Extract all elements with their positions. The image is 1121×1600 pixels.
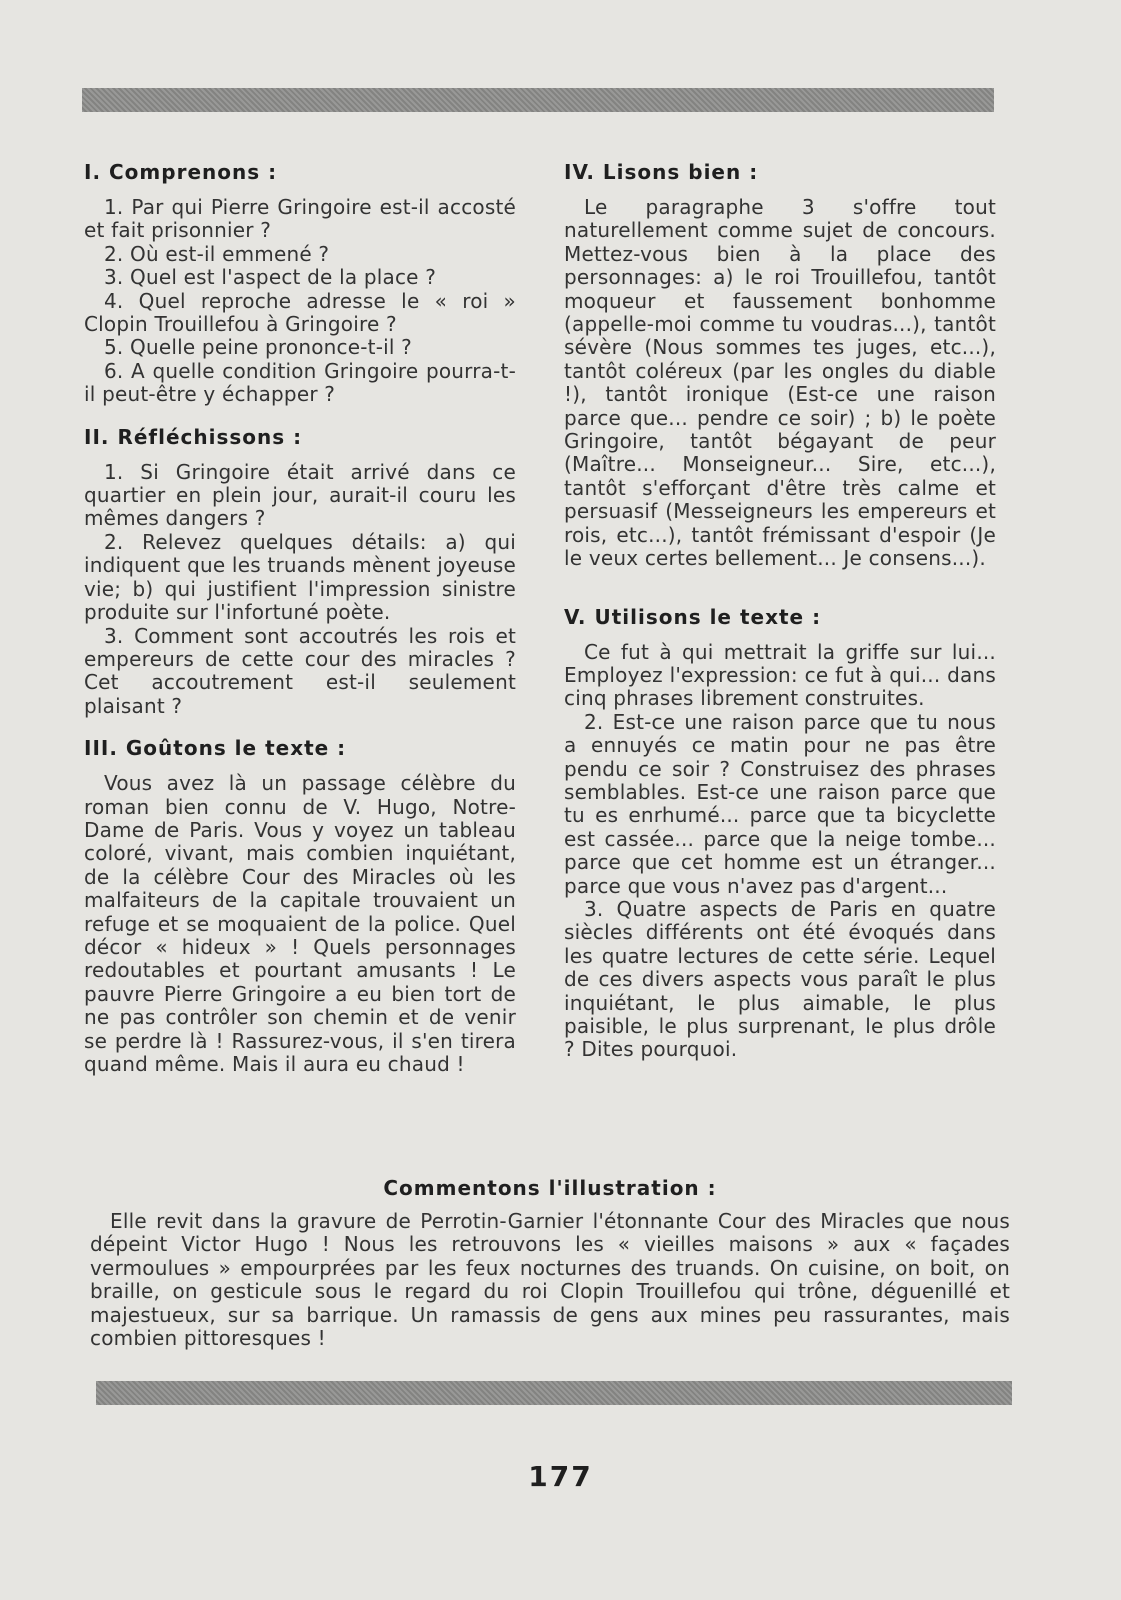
left-column xyxy=(84,156,516,1076)
paragraph: Elle revit dans la gravure de Perrotin-Garnier l'étonnante Cour des Miracles que nous dépeint Victor Hugo ! Nous les retrouvons les « vieilles maisons » aux « façades vermoulues » empourprées par les feux nocturnes des truands. On cuisine, on boit, on braille, on gesticule sous le regard du roi Clopin Trouillefou qui trône, déguenillé et majestueux, sur sa barrique. Un ramassis de gens aux mines peu rassurantes, mais combien pittoresques ! xyxy=(90,1209,1010,1351)
question: 1. Si Gringoire était arrivé dans ce quartier en plein jour, aurait-il couru les mêmes dangers ? xyxy=(84,459,516,531)
section-title: III. Goûtons le texte : xyxy=(84,736,347,761)
question: 6. A quelle condition Gringoire pourra-t-il peut-être y échapper ? xyxy=(84,358,516,407)
commentons-section xyxy=(90,1176,1010,1350)
section-title: I. Comprenons : xyxy=(84,160,278,184)
section-title: IV. Lisons bien : xyxy=(564,160,759,184)
question: 2. Où est-il emmené ? xyxy=(104,241,330,266)
right-column xyxy=(564,156,996,1062)
question: 2. Relevez quelques détails: a) qui indiquent que les truands mènent joyeuse vie; b) qui justifient l'impression sinistre produite sur l'infortuné poète. xyxy=(84,529,516,625)
question: 1. Par qui Pierre Gringoire est-il accosté et fait prisonnier ? xyxy=(84,195,516,243)
section-comprenons xyxy=(84,160,516,407)
paragraph: 3. Quatre aspects de Paris en quatre siècles différents ont été évoqués dans les quatre lectures de cette série. Lequel de ces divers aspects vous paraît le plus inquiétant, le plus aimable, le plus paisible, le plus surprenant, le plus drôle ? Dites pourquoi. xyxy=(564,896,996,1062)
section-title: II. Réfléchissons : xyxy=(84,424,303,449)
section-reflechissons xyxy=(84,425,516,718)
paragraph: Ce fut à qui mettrait la griffe sur lui... Employez l'expression: ce fut à qui... dans cinq phrases librement construites. xyxy=(564,639,996,711)
top-decorative-band xyxy=(82,88,994,112)
question: 4. Quel reproche adresse le « roi » Clopin Trouillefou à Gringoire ? xyxy=(84,288,516,337)
bottom-decorative-band xyxy=(96,1381,1012,1405)
question: 5. Quelle peine prononce-t-il ? xyxy=(104,335,412,360)
section-goutons xyxy=(84,736,516,1076)
section-title: V. Utilisons le texte : xyxy=(564,604,822,629)
paragraph: Le paragraphe 3 s'offre tout naturellement comme sujet de concours. Mettez-vous bien à la place des personnages: a) le roi Trouillefou, tantôt moqueur et faussement bonhomme (appelle-moi comme tu voudras...), tantôt sévère (Nous sommes tes juges, etc...), tantôt coléreux (par les ongles du diable !), tantôt ironique (Est-ce une raison parce que... pendre ce soir) ; b) le poète Gringoire, tantôt bégayant de peur (Maître... Monseigneur... Sire, etc...), tantôt s'efforçant d'être très calme et persuasif (Messeigneurs les empereurs et rois, etc...), tantôt frémissant d'espoir (Je le veux certes bellement... Je consens...). xyxy=(564,195,996,571)
page-number: 177 xyxy=(528,1460,593,1493)
section-utilisons xyxy=(564,605,996,1062)
section-lisons xyxy=(564,160,996,571)
paragraph: Vous avez là un passage célèbre du roman bien connu de V. Hugo, Notre-Dame de Paris. Vous y voyez un tableau coloré, vivant, mais combien inquiétant, de la célèbre Cour des Miracles où les malfaiteurs de la capitale trouvaient un refuge et se moquaient de la police. Quel décor « hideux » ! Quels personnages redoutables et pourtant amusants ! Le pauvre Pierre Gringoire a eu bien tort de ne pas contrôler son chemin et de venir se perdre là ! Rassurez-vous, il s'en tirera quand même. Mais il aura eu chaud ! xyxy=(84,771,516,1076)
section-title: Commentons l'illustration : xyxy=(383,1176,717,1200)
question: 3. Quel est l'aspect de la place ? xyxy=(104,265,437,290)
paragraph: 2. Est-ce une raison parce que tu nous a ennuyés ce matin pour ne pas être pendu ce soir ? Construisez des phrases semblables. Est-ce une raison parce que tu es enrhumé... parce que ta bicyclette est cassée... parce que la neige tombe... parce que cet homme est un étranger... parce que vous n'avez pas d'argent... xyxy=(564,709,996,898)
question: 3. Comment sont accoutrés les rois et empereurs de cette cour des miracles ? Cet accoutrement est-il seulement plaisant ? xyxy=(84,623,516,718)
